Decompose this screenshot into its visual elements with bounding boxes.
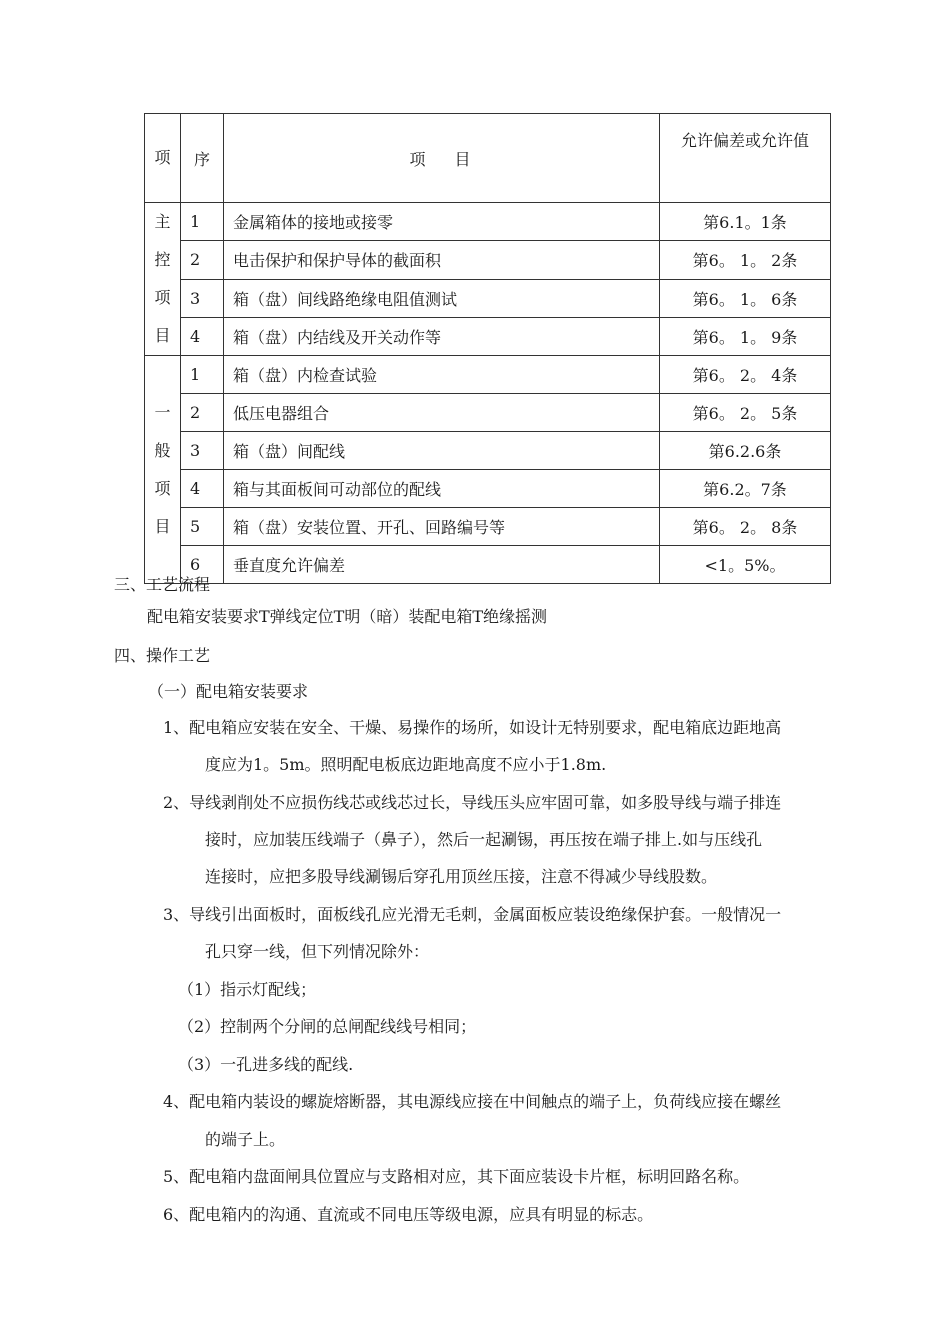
paragraph-2-line-3: 连接时，应把多股导线涮锡后穿孔用顶丝压接，注意不得减少导线股数。: [205, 867, 718, 886]
table-row: [145, 394, 831, 432]
row-seq: 1: [181, 356, 224, 394]
table-row: [145, 203, 831, 241]
header-item: 项 目: [224, 114, 660, 203]
paragraph-2-line-1: 2、导线剥削处不应损伤线芯或线芯过长，导线压头应牢固可靠，如多股导线与端子排连: [163, 793, 782, 812]
table-header-row: [145, 114, 831, 203]
row-seq: 3: [181, 279, 224, 317]
table-row: [145, 317, 831, 355]
table-row: [145, 508, 831, 546]
row-item: 电击保护和保护导体的截面积: [224, 241, 660, 279]
row-seq: 5: [181, 508, 224, 546]
row-seq: 3: [181, 432, 224, 470]
paragraph-1-line-2: 度应为1。5m。照明配电板底边距地高度不应小于1.8m.: [205, 755, 607, 774]
paragraph-3-sub-1: （1）指示灯配线；: [178, 980, 317, 999]
category-main-control: [145, 203, 181, 356]
row-value: 第6。 2。 8条: [660, 508, 831, 546]
row-value: 第6。 2。 4条: [660, 356, 831, 394]
category-char: 控: [154, 250, 171, 269]
paragraph-3-sub-3: （3）一孔进多线的配线.: [178, 1055, 354, 1074]
header-seq: 序: [181, 114, 224, 203]
row-value: 第6。 2。 5条: [660, 394, 831, 432]
table-row: [145, 241, 831, 279]
header-category: 项: [145, 114, 181, 203]
row-item: 箱（盘）间配线: [224, 432, 660, 470]
row-item: 箱（盘）安装位置、开孔、回路编号等: [224, 508, 660, 546]
subsection-1-title: （一）配电箱安装要求: [148, 682, 309, 701]
table-row: [145, 432, 831, 470]
category-char: 项: [154, 478, 171, 498]
row-value: 第6。 1。 6条: [660, 279, 831, 317]
category-char: 主: [154, 212, 171, 231]
paragraph-2-line-2: 接时，应加装压线端子（鼻子），然后一起涮锡，再压按在端子排上.如与压线孔: [205, 830, 763, 849]
table-row: [145, 356, 831, 394]
paragraph-3-line-2: 孔只穿一线，但下列情况除外：: [205, 942, 430, 961]
paragraph-5-line-1: 5、配电箱内盘面闸具位置应与支路相对应，其下面应装设卡片框，标明回路名称。: [163, 1167, 750, 1186]
category-char: 项: [154, 288, 171, 307]
row-value: 第6.1。1条: [660, 203, 831, 241]
paragraph-4-line-1: 4、配电箱内装设的螺旋熔断器，其电源线应接在中间触点的端子上，负荷线应接在螺丝: [163, 1092, 782, 1111]
category-general: [145, 356, 181, 584]
row-value: <1。5%。: [660, 546, 831, 584]
row-item: 箱（盘）内结线及开关动作等: [224, 317, 660, 355]
category-char: 目: [154, 516, 171, 536]
category-char: 一: [154, 402, 171, 422]
process-flow: 配电箱安装要求T弹线定位T明（暗）装配电箱T绝缘摇测: [147, 607, 548, 626]
category-char: 目: [154, 326, 171, 345]
section-3-title: 三、工艺流程: [114, 575, 211, 594]
row-value: 第6.2.6条: [660, 432, 831, 470]
row-seq: 6: [181, 546, 224, 584]
paragraph-1-line-1: 1、配电箱应安装在安全、干燥、易操作的场所，如设计无特别要求，配电箱底边距地高: [163, 718, 782, 737]
paragraph-4-line-2: 的端子上。: [205, 1130, 286, 1149]
header-value: 允许偏差或允许值: [660, 114, 831, 203]
section-4-title: 四、操作工艺: [114, 646, 211, 665]
row-item: 垂直度允许偏差: [224, 546, 660, 584]
row-seq: 1: [181, 203, 224, 241]
row-item: 箱与其面板间可动部位的配线: [224, 470, 660, 508]
row-value: 第6.2。7条: [660, 470, 831, 508]
row-value: 第6。 1。 9条: [660, 317, 831, 355]
row-item: 箱（盘）内检查试验: [224, 356, 660, 394]
inspection-table: [144, 113, 831, 584]
row-seq: 4: [181, 317, 224, 355]
row-value: 第6。 1。 2条: [660, 241, 831, 279]
table-row: [145, 279, 831, 317]
paragraph-3-sub-2: （2）控制两个分闸的总闸配线线号相同；: [178, 1017, 477, 1036]
row-item: 低压电器组合: [224, 394, 660, 432]
paragraph-6-line-1: 6、配电箱内的沟通、直流或不同电压等级电源，应具有明显的标志。: [163, 1205, 654, 1224]
table-row: [145, 546, 831, 584]
row-seq: 2: [181, 241, 224, 279]
row-item: 箱（盘）间线路绝缘电阻值测试: [224, 279, 660, 317]
paragraph-3-line-1: 3、导线引出面板时，面板线孔应光滑无毛刺，金属面板应装设绝缘保护套。一般情况一: [163, 905, 782, 924]
row-seq: 2: [181, 394, 224, 432]
category-char: 般: [154, 440, 171, 460]
row-item: 金属箱体的接地或接零: [224, 203, 660, 241]
row-seq: 4: [181, 470, 224, 508]
table-row: [145, 470, 831, 508]
